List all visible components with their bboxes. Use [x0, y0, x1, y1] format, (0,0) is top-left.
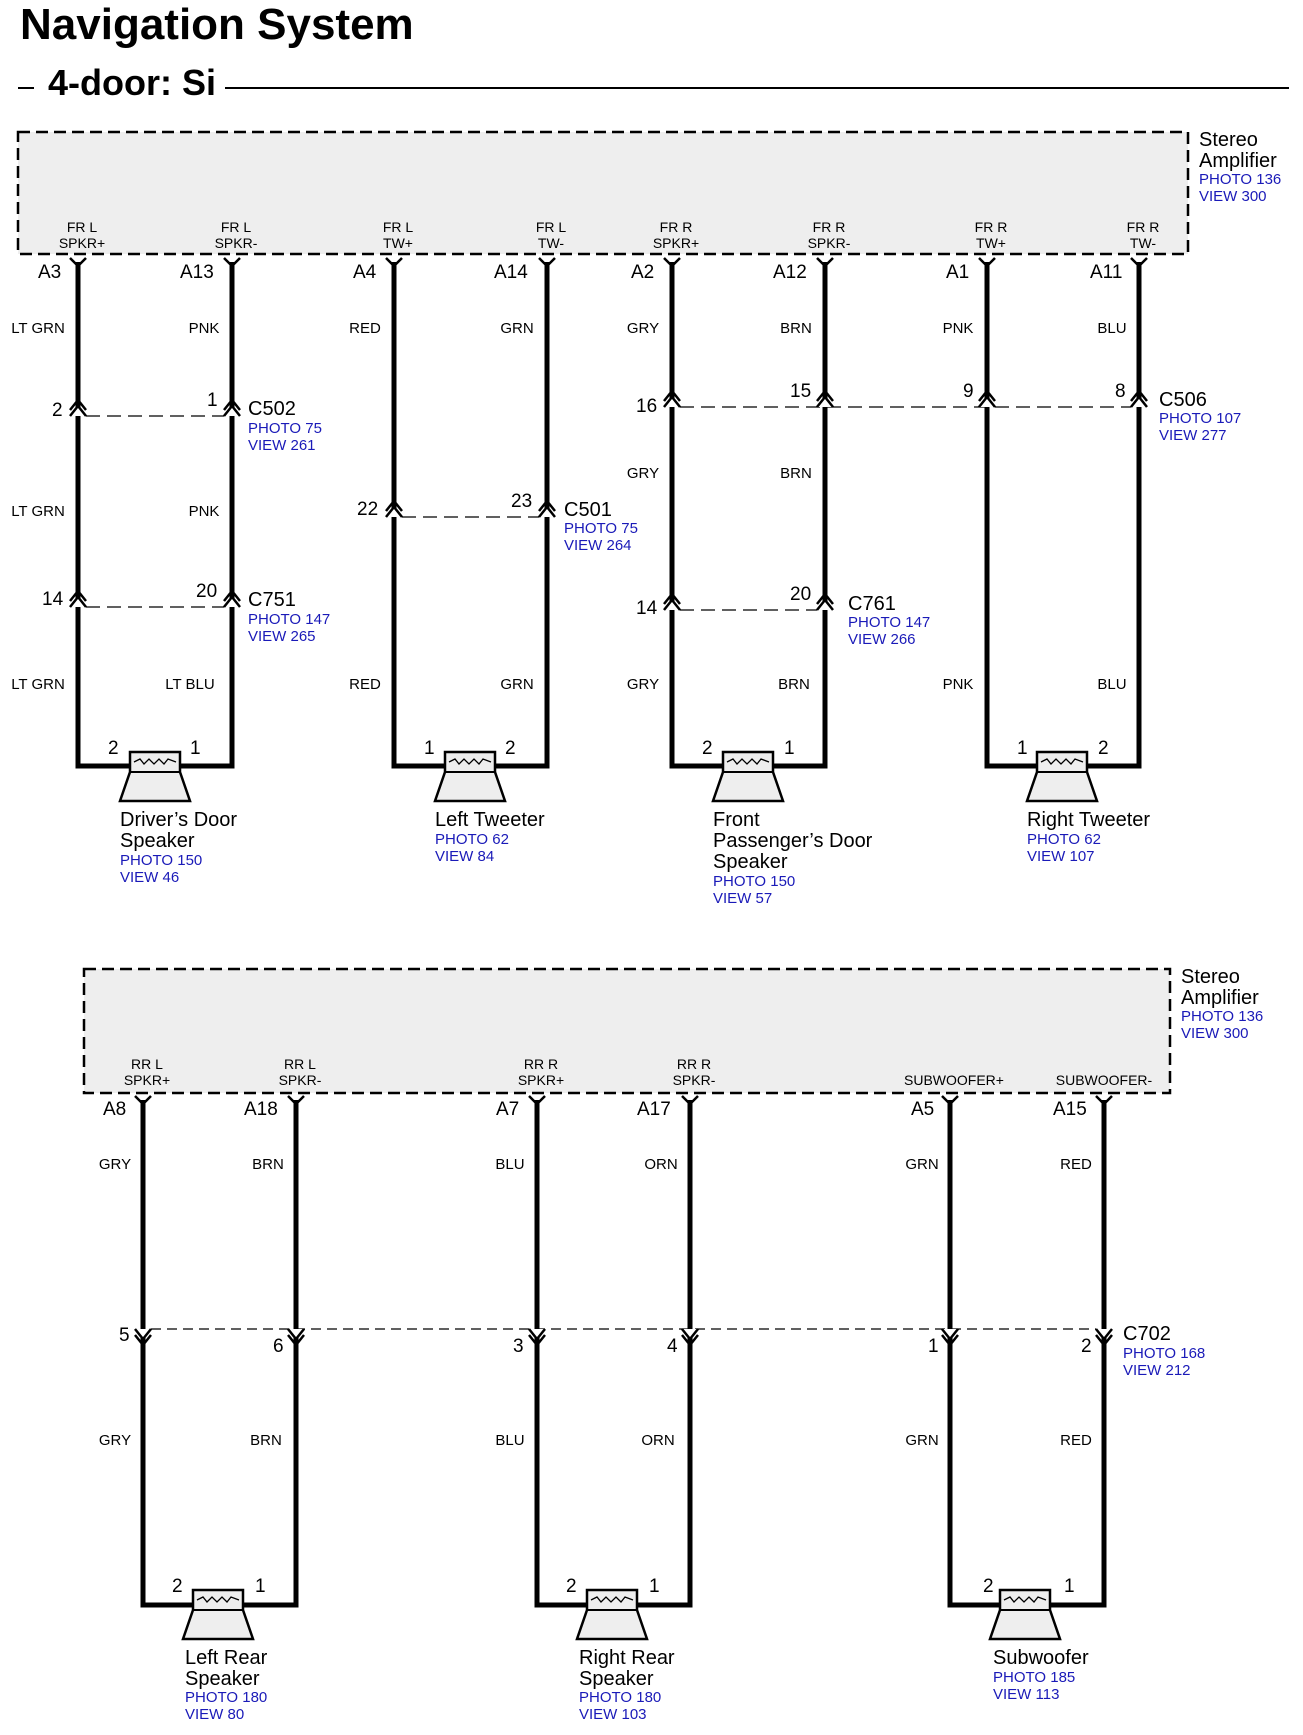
- speaker-pin-number: 1: [649, 1576, 660, 1597]
- amplifier-name: Stereo: [1199, 129, 1258, 151]
- wire-color: GRN: [500, 320, 534, 337]
- wire-color: ORN: [641, 1432, 675, 1449]
- speaker-pin-number: 1: [1064, 1576, 1075, 1597]
- speaker-view-ref: VIEW 84: [435, 848, 495, 865]
- speaker-name: Speaker: [713, 851, 788, 873]
- page-title: Navigation System: [20, 0, 414, 49]
- speaker-view-ref: VIEW 57: [713, 890, 773, 907]
- connector-pin-number: 15: [790, 381, 812, 402]
- speaker-view-ref: VIEW 103: [579, 1706, 647, 1723]
- connector-photo-ref: PHOTO 147: [848, 614, 931, 631]
- pin-id: A2: [631, 262, 655, 283]
- terminal-label: FR R: [974, 219, 1008, 235]
- speaker-photo-ref: PHOTO 180: [579, 1689, 662, 1706]
- amplifier-view-ref: VIEW 300: [1181, 1025, 1249, 1042]
- speaker-name: Left Rear: [185, 1647, 268, 1669]
- wire-color: LT GRN: [11, 320, 65, 337]
- speaker-right-rear: [577, 1590, 647, 1639]
- connector-view-ref: VIEW 265: [248, 628, 316, 645]
- connector-pin-number: 20: [790, 584, 812, 605]
- connector-photo-ref: PHOTO 107: [1159, 410, 1242, 427]
- speaker-pin-number: 1: [190, 738, 201, 759]
- wire-right-tweeter-plus: [987, 262, 1037, 766]
- pin-id: A5: [911, 1099, 935, 1120]
- speaker-name: Subwoofer: [993, 1647, 1089, 1669]
- speaker-photo-ref: PHOTO 185: [993, 1669, 1076, 1686]
- amplifier-photo-ref: PHOTO 136: [1181, 1008, 1264, 1025]
- connector-name: C702: [1123, 1323, 1171, 1345]
- pin-id: A4: [353, 262, 377, 283]
- amplifier-photo-ref: PHOTO 136: [1199, 171, 1282, 188]
- terminal-label: RR L: [284, 1056, 316, 1072]
- speaker-photo-ref: PHOTO 150: [120, 852, 203, 869]
- wire-color: PNK: [942, 320, 974, 337]
- speaker-left-tweeter: [435, 752, 505, 801]
- speaker-pin-number: 2: [505, 738, 516, 759]
- terminal-label: TW-: [1129, 235, 1157, 251]
- terminal-label: TW-: [537, 235, 565, 251]
- terminal-label: FR L: [382, 219, 414, 235]
- connector-pin-number: 2: [1081, 1336, 1092, 1357]
- pin-id: A1: [946, 262, 970, 283]
- connector-photo-ref: PHOTO 168: [1123, 1345, 1206, 1362]
- wire-color: BRN: [250, 1432, 282, 1449]
- wire-subwoofer-plus: [950, 1100, 1000, 1605]
- amplifier-name: Amplifier: [1181, 987, 1259, 1009]
- terminal-label: SPKR-: [214, 235, 258, 251]
- wire-front-pass-plus: [672, 262, 723, 766]
- connector-photo-ref: PHOTO 75: [248, 420, 322, 437]
- wire-color: GRY: [98, 1156, 132, 1173]
- terminal-label: SPKR+: [652, 235, 700, 251]
- wire-right-rear-plus: [537, 1100, 587, 1605]
- terminal-label: RR R: [523, 1056, 559, 1072]
- wire-color: GRN: [500, 676, 534, 693]
- connector-pin-number: 22: [357, 499, 379, 520]
- pin-id: A15: [1053, 1099, 1087, 1120]
- wire-color: GRY: [626, 676, 660, 693]
- connector-photo-ref: PHOTO 147: [248, 611, 331, 628]
- connector-pin-number: 2: [52, 400, 63, 421]
- terminal-label: SPKR-: [278, 1072, 322, 1088]
- speaker-left-rear: [183, 1590, 253, 1639]
- wire-color: GRY: [626, 465, 660, 482]
- speaker-view-ref: VIEW 107: [1027, 848, 1095, 865]
- speaker-pin-number: 2: [1098, 738, 1109, 759]
- speaker-view-ref: VIEW 80: [185, 1706, 245, 1723]
- speaker-view-ref: VIEW 46: [120, 869, 180, 886]
- pin-id: A12: [773, 262, 807, 283]
- connector-name: C506: [1159, 389, 1207, 411]
- terminal-label: SUBWOOFER-: [1055, 1072, 1153, 1088]
- speaker-name: Driver’s Door: [120, 809, 238, 831]
- connector-view-ref: VIEW 264: [564, 537, 632, 554]
- wire-color: LT GRN: [11, 503, 65, 520]
- speaker-name: Front: [713, 809, 760, 831]
- pin-id: A8: [103, 1099, 127, 1120]
- connector-name: C501: [564, 499, 612, 521]
- stereo-amplifier-box-rear: [84, 969, 1170, 1093]
- wire-color: RED: [349, 320, 381, 337]
- connector-pin-number: 23: [511, 491, 533, 512]
- wire-left-rear-minus: [243, 1100, 296, 1605]
- connector-pin-number: 16: [636, 396, 658, 417]
- connector-view-ref: VIEW 261: [248, 437, 316, 454]
- connector-pin-number: 1: [207, 390, 218, 411]
- speaker-photo-ref: PHOTO 150: [713, 873, 796, 890]
- wire-color: RED: [1060, 1156, 1092, 1173]
- speaker-view-ref: VIEW 113: [993, 1686, 1060, 1703]
- speaker-name: Right Tweeter: [1027, 809, 1151, 831]
- speaker-pin-number: 2: [566, 1576, 577, 1597]
- wire-color: LT BLU: [165, 676, 215, 693]
- wire-color: BRN: [780, 320, 812, 337]
- pin-id: A18: [244, 1099, 278, 1120]
- pin-id: A3: [38, 262, 62, 283]
- pin-id: A7: [496, 1099, 520, 1120]
- wire-left-tweeter-plus: [394, 262, 445, 766]
- speaker-pin-number: 2: [108, 738, 119, 759]
- terminal-label: TW+: [976, 235, 1006, 251]
- wire-color: PNK: [942, 676, 974, 693]
- connector-pin-number: 5: [119, 1325, 130, 1346]
- terminal-label: SPKR+: [517, 1072, 565, 1088]
- stereo-amplifier-box: [18, 132, 1188, 254]
- wire-color: LT GRN: [11, 676, 65, 693]
- connector-name: C502: [248, 398, 296, 420]
- terminal-label: SPKR+: [123, 1072, 171, 1088]
- terminal-label: FR L: [535, 219, 567, 235]
- pin-id: A11: [1090, 262, 1123, 283]
- terminal-label: SPKR+: [58, 235, 106, 251]
- speaker-pin-number: 2: [172, 1576, 183, 1597]
- wire-color: PNK: [188, 503, 220, 520]
- speaker-photo-ref: PHOTO 180: [185, 1689, 268, 1706]
- wire-color: GRN: [905, 1156, 939, 1173]
- wire-color: BLU: [495, 1156, 525, 1173]
- speaker-name: Passenger’s Door: [713, 830, 873, 852]
- terminal-label: FR L: [66, 219, 98, 235]
- wire-color: GRN: [905, 1432, 939, 1449]
- speaker-name: Right Rear: [579, 1647, 675, 1669]
- connector-view-ref: VIEW 212: [1123, 1362, 1191, 1379]
- speaker-pin-number: 2: [702, 738, 713, 759]
- amplifier-name: Amplifier: [1199, 150, 1277, 172]
- terminal-label: RR L: [131, 1056, 163, 1072]
- speaker-pin-number: 1: [424, 738, 435, 759]
- wire-right-rear-minus: [637, 1100, 690, 1605]
- wire-color: BRN: [780, 465, 812, 482]
- wire-color: BLU: [495, 1432, 525, 1449]
- terminal-label: SPKR-: [672, 1072, 716, 1088]
- connector-pin-number: 6: [273, 1336, 284, 1357]
- pin-id: A17: [637, 1099, 671, 1120]
- connector-photo-ref: PHOTO 75: [564, 520, 638, 537]
- wire-color: BLU: [1097, 676, 1127, 693]
- connector-pin-number: 8: [1115, 381, 1126, 402]
- wire-left-rear-plus: [143, 1100, 193, 1605]
- wire-color: PNK: [188, 320, 220, 337]
- terminal-label: FR R: [1126, 219, 1160, 235]
- pin-id: A13: [180, 262, 214, 283]
- wire-color: GRY: [626, 320, 660, 337]
- connector-view-ref: VIEW 277: [1159, 427, 1227, 444]
- connector-name: C751: [248, 589, 296, 611]
- speaker-photo-ref: PHOTO 62: [1027, 831, 1101, 848]
- wire-drivers-door-plus: [78, 262, 130, 766]
- speaker-name: Left Tweeter: [435, 809, 545, 831]
- connector-view-ref: VIEW 266: [848, 631, 916, 648]
- speaker-right-tweeter: [1027, 752, 1097, 801]
- speaker-photo-ref: PHOTO 62: [435, 831, 509, 848]
- pin-id: A14: [494, 262, 528, 283]
- terminal-label: FR R: [659, 219, 693, 235]
- connector-pin-number: 3: [513, 1336, 524, 1357]
- wire-color: BRN: [252, 1156, 284, 1173]
- connector-name: C761: [848, 593, 896, 615]
- terminal-label: SUBWOOFER+: [904, 1072, 1004, 1088]
- amplifier-view-ref: VIEW 300: [1199, 188, 1267, 205]
- speaker-pin-number: 1: [784, 738, 795, 759]
- terminal-label: SPKR-: [807, 235, 851, 251]
- wire-color: ORN: [644, 1156, 678, 1173]
- page-subtitle: 4-door: Si: [48, 62, 226, 104]
- connector-pin-number: 14: [42, 589, 64, 610]
- wire-color: BRN: [778, 676, 810, 693]
- terminal-label: RR R: [676, 1056, 712, 1072]
- terminal-label: FR R: [812, 219, 846, 235]
- amplifier-name: Stereo: [1181, 966, 1240, 988]
- connector-pin-number: 1: [928, 1336, 939, 1357]
- connector-pin-number: 4: [667, 1336, 678, 1357]
- speaker-subwoofer: [990, 1590, 1060, 1639]
- connector-pin-number: 9: [963, 381, 974, 402]
- speaker-pin-number: 1: [1017, 738, 1028, 759]
- speaker-front-passenger-door: [713, 752, 783, 801]
- speaker-drivers-door: [120, 752, 190, 801]
- speaker-name: Speaker: [120, 830, 195, 852]
- speaker-pin-number: 2: [983, 1576, 994, 1597]
- wire-color: BLU: [1097, 320, 1127, 337]
- terminal-label: FR L: [220, 219, 252, 235]
- speaker-pin-number: 1: [255, 1576, 266, 1597]
- wire-color: RED: [349, 676, 381, 693]
- connector-pin-number: 20: [196, 581, 218, 602]
- wire-subwoofer-minus: [1050, 1100, 1104, 1605]
- wire-color: RED: [1060, 1432, 1092, 1449]
- speaker-name: Speaker: [579, 1668, 654, 1690]
- terminal-label: TW+: [383, 235, 413, 251]
- speaker-name: Speaker: [185, 1668, 260, 1690]
- wire-color: GRY: [98, 1432, 132, 1449]
- connector-pin-number: 14: [636, 598, 658, 619]
